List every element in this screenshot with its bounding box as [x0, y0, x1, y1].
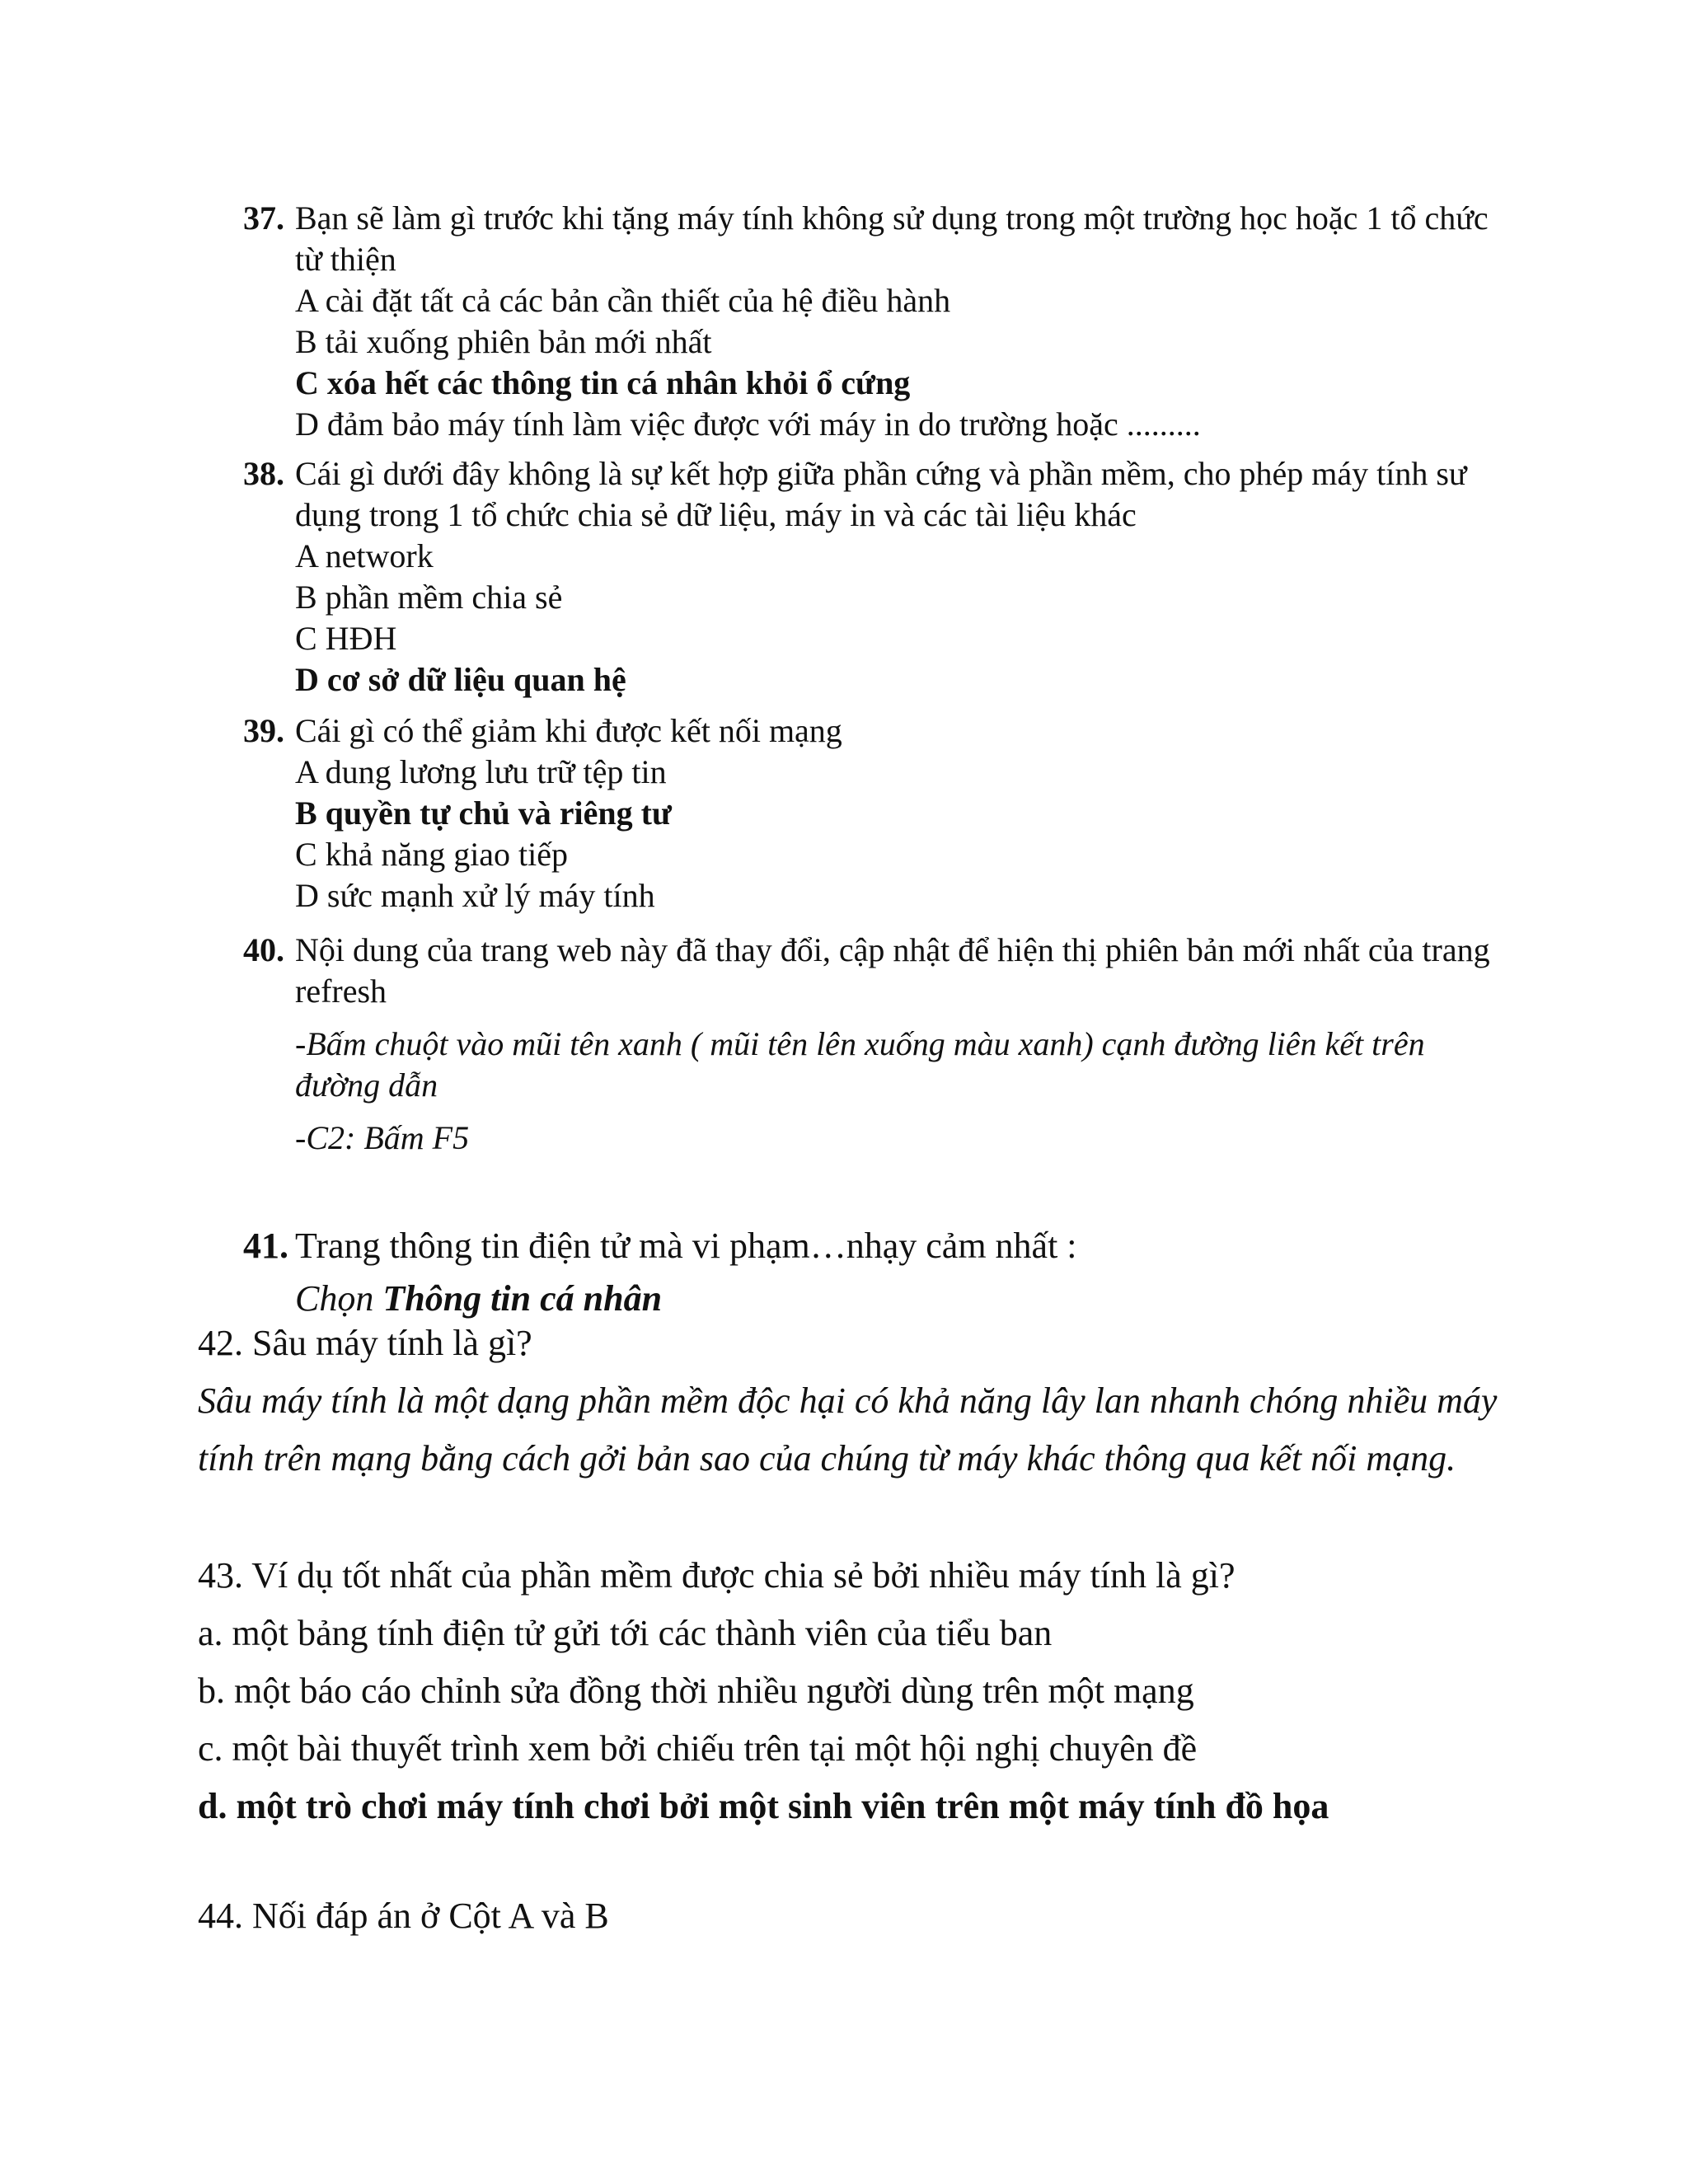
- option-b: B tải xuống phiên bản mới nhất: [295, 323, 712, 360]
- option-a: A dung lương lưu trữ tệp tin: [295, 753, 667, 790]
- question-number: 40.: [243, 931, 284, 968]
- option-c-correct: C xóa hết các thông tin cá nhân khỏi ổ cứng: [295, 364, 911, 401]
- answer-prefix: Chọn: [295, 1278, 383, 1319]
- question-44: [198, 1887, 1500, 1945]
- question-title: 43. Ví dụ tốt nhất của phần mềm được chia sẻ bởi nhiều máy tính là gì?: [198, 1555, 1236, 1596]
- question-number: 38.: [243, 455, 284, 492]
- option-c: C HĐH: [295, 620, 397, 657]
- question-number: 39.: [243, 712, 284, 749]
- question-number: 41.: [243, 1226, 288, 1266]
- question-40: [243, 930, 1496, 1159]
- question-text: Cái gì dưới đây không là sự kết hợp giữa phần cứng và phần mềm, cho phép máy tính sư dụng trong 1 tổ chức chia sẻ dữ liệu, máy in và các tài liệu khác: [295, 455, 1467, 533]
- question-37: [243, 198, 1496, 445]
- question-title: 42. Sâu máy tính là gì?: [198, 1323, 532, 1363]
- question-answer: Sâu máy tính là một dạng phần mềm độc hại có khả năng lây lan nhanh chóng nhiều máy tính trên mạng bằng cách gởi bản sao của chúng từ máy khác thông qua kết nối mạng.: [198, 1380, 1498, 1479]
- question-text: Bạn sẽ làm gì trước khi tặng máy tính không sử dụng trong một trường học hoặc 1 tổ chức từ thiện: [295, 199, 1489, 278]
- answer-text: Thông tin cá nhân: [382, 1278, 663, 1319]
- question-38: [243, 453, 1496, 701]
- option-a: A network: [295, 537, 434, 574]
- question-39: [243, 710, 1496, 916]
- question-43: [198, 1547, 1500, 1835]
- answer-note-2: -C2: Bấm F5: [295, 1119, 470, 1156]
- question-41: [243, 1220, 1496, 1325]
- question-text: Nội dung của trang web này đã thay đổi, cập nhật để hiện thị phiên bản mới nhất của trang refresh: [295, 931, 1490, 1010]
- option-d-correct: d. một trò chơi máy tính chơi bởi một sinh viên trên một máy tính đồ họa: [198, 1786, 1329, 1826]
- question-title: 44. Nối đáp án ở Cột A và B: [198, 1896, 609, 1936]
- question-text: Trang thông tin điện tử mà vi phạm…nhạy cảm nhất :: [295, 1226, 1077, 1266]
- option-c: c. một bài thuyết trình xem bởi chiếu trên tại một hội nghị chuyên đề: [198, 1728, 1198, 1769]
- option-d: D đảm bảo máy tính làm việc được với máy in do trường hoặc .........: [295, 405, 1201, 443]
- answer-note-1: -Bấm chuột vào mũi tên xanh ( mũi tên lên xuống màu xanh) cạnh đường liên kết trên đường dẫn: [295, 1025, 1425, 1104]
- option-a: a. một bảng tính điện tử gửi tới các thành viên của tiểu ban: [198, 1613, 1053, 1653]
- option-b: b. một báo cáo chỉnh sửa đồng thời nhiều người dùng trên một mạng: [198, 1671, 1194, 1711]
- option-d: D sức mạnh xử lý máy tính: [295, 877, 655, 914]
- option-c: C khả năng giao tiếp: [295, 836, 569, 873]
- question-number: 37.: [243, 199, 284, 237]
- question-text: Cái gì có thể giảm khi được kết nối mạng: [295, 712, 842, 749]
- question-42: [198, 1315, 1500, 1488]
- option-a: A cài đặt tất cả các bản cần thiết của hệ điều hành: [295, 282, 951, 319]
- option-d-correct: D cơ sở dữ liệu quan hệ: [295, 661, 626, 698]
- option-b-correct: B quyền tự chủ và riêng tư: [295, 794, 672, 832]
- option-b: B phần mềm chia sẻ: [295, 579, 563, 616]
